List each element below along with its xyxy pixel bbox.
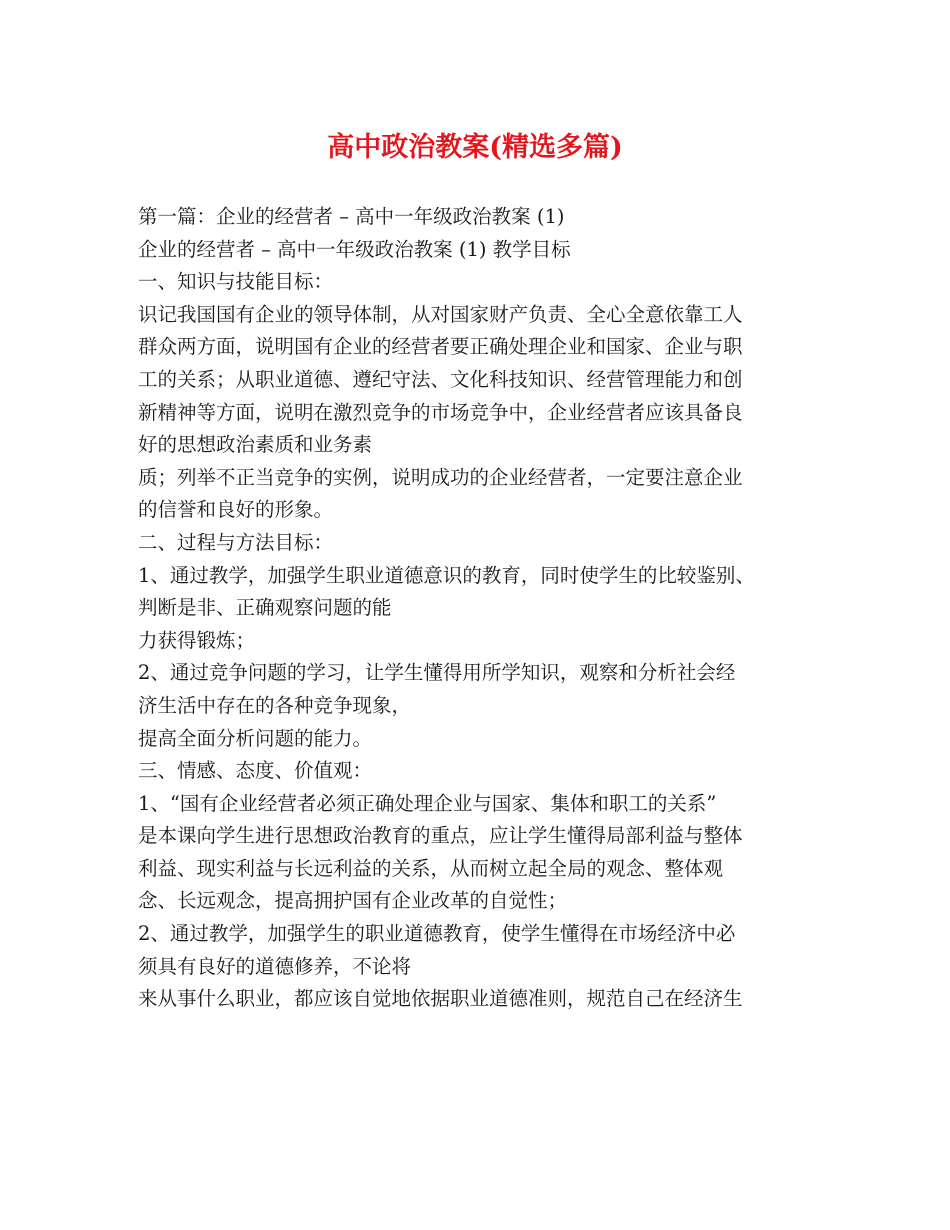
text-line: 2、通过教学，加强学生的职业道德教育，使学生懂得在市场经济中必 — [138, 922, 736, 946]
text-line: 第一篇：企业的经营者 – 高中一年级政治教案 (1) — [138, 205, 565, 228]
text-line: 来从事什么职业，都应该自觉地依据职业道德准则，规范自己在经济生 — [138, 987, 743, 1011]
text-line: 质；列举不正当竞争的实例，说明成功的企业经营者，一定要注意企业 — [138, 465, 743, 489]
document-body — [138, 201, 838, 1016]
text-line: 好的思想政治素质和业务素 — [138, 433, 373, 457]
text-line: 的信誉和良好的形象。 — [138, 498, 334, 522]
text-line: 三、情感、态度、价值观： — [138, 759, 373, 783]
text-line: 新精神等方面，说明在激烈竞争的市场竞争中，企业经营者应该具备良 — [138, 400, 743, 424]
text-line: 一、知识与技能目标： — [138, 270, 334, 294]
text-line: 念、长远观念，提高拥护国有企业改革的自觉性； — [138, 889, 568, 913]
text-line: 1、“国有企业经营者必须正确处理企业与国家、集体和职工的关系” — [138, 791, 717, 815]
text-line: 2、通过竞争问题的学习，让学生懂得用所学知识，观察和分析社会经 — [138, 661, 736, 685]
text-line: 群众两方面，说明国有企业的经营者要正确处理企业和国家、企业与职 — [138, 335, 743, 359]
document-title: 高中政治教案(精选多篇) — [327, 132, 623, 163]
text-line: 提高全面分析问题的能力。 — [138, 726, 373, 750]
text-line: 识记我国国有企业的领导体制，从对国家财产负责、全心全意依靠工人 — [138, 302, 743, 326]
text-line: 二、过程与方法目标： — [138, 530, 334, 554]
text-line: 企业的经营者 – 高中一年级政治教案 (1) 教学目标 — [138, 237, 571, 261]
text-line: 是本课向学生进行思想政治教育的重点，应让学生懂得局部利益与整体 — [138, 824, 743, 848]
text-line: 判断是非、正确观察问题的能 — [138, 596, 392, 620]
text-line: 利益、现实利益与长远利益的关系，从而树立起全局的观念、整体观 — [138, 856, 724, 880]
text-line: 须具有良好的道德修养，不论将 — [138, 954, 412, 978]
text-line: 1、通过教学，加强学生职业道德意识的教育，同时使学生的比较鉴别、 — [138, 563, 755, 587]
text-line: 工的关系；从职业道德、遵纪守法、文化科技知识、经营管理能力和创 — [138, 367, 743, 391]
text-line: 力获得锻炼； — [138, 628, 256, 652]
text-line: 济生活中存在的各种竞争现象， — [138, 693, 412, 717]
